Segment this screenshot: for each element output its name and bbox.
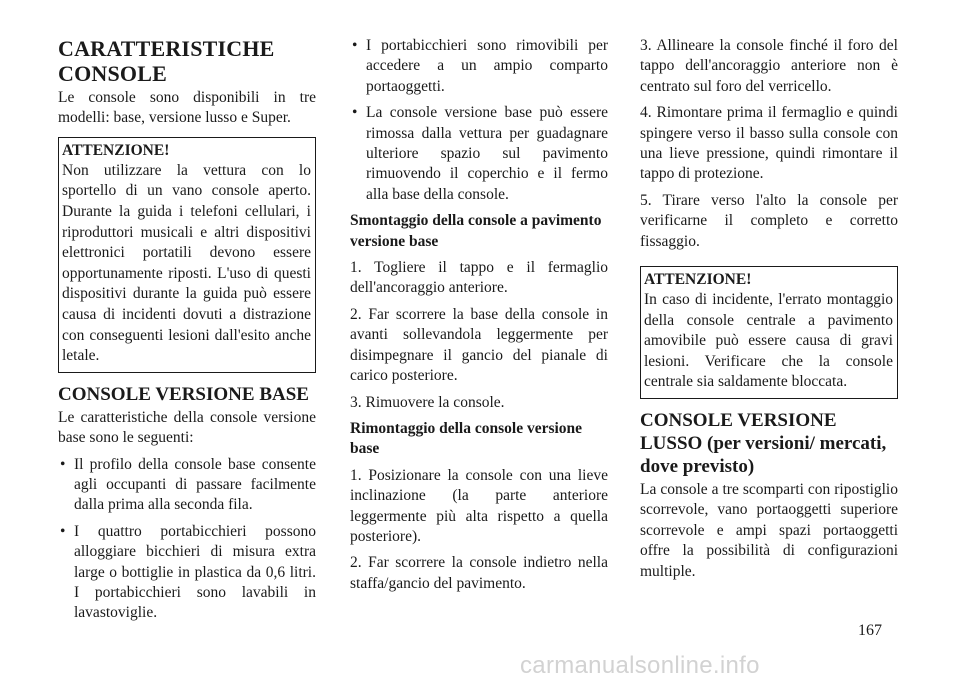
install-step-3: 3. Allineare la console finché il foro del tappo dell'ancoraggio anteriore non è centrato sul foro del verricello. bbox=[640, 37, 898, 95]
base-intro-paragraph: Le caratteristiche della console versione base sono le seguenti: bbox=[58, 408, 316, 447]
section-title-console-lusso: CONSOLE VERSIONE LUSSO (per versioni/ mercati, dove previsto) bbox=[640, 410, 887, 478]
bullet-icon: • bbox=[60, 455, 66, 473]
warning-box-1 bbox=[58, 137, 316, 373]
removal-step-3: 3. Rimuovere la console. bbox=[350, 393, 505, 411]
intro-paragraph: Le console sono disponibili in tre modelli: base, versione lusso e Super. bbox=[58, 89, 316, 127]
install-step-5: 5. Tirare verso l'alto la console per verificarne il completo e corretto fissaggio. bbox=[640, 191, 898, 250]
bullet-icon: • bbox=[352, 104, 358, 122]
removal-step-1: 1. Togliere il tappo e il fermaglio dell'ancoraggio anteriore. bbox=[350, 259, 608, 297]
warning-title-1: ATTENZIONE! bbox=[62, 141, 170, 159]
page-number: 167 bbox=[858, 622, 882, 639]
warning-title-2: ATTENZIONE! bbox=[644, 271, 752, 289]
column-left bbox=[58, 36, 316, 624]
section-title-console-base: CONSOLE VERSIONE BASE bbox=[58, 383, 309, 405]
list-item-profile bbox=[58, 455, 316, 516]
luxury-paragraph: La console a tre scomparti con ripostiglio scorrevole, vano portaoggetti superiore scorrevole e ampi spazi portaoggetti offre la possibilità di configurazioni multiple. bbox=[640, 481, 898, 580]
list-item-text: Il profilo della console base consente agli occupanti di passare facilmente dalla prima alla seconda fila. bbox=[74, 455, 316, 514]
list-item-removable-cupholders bbox=[350, 36, 608, 97]
warning-box-2 bbox=[640, 266, 898, 399]
list-item-removable-console bbox=[350, 103, 608, 205]
bullet-icon: • bbox=[352, 37, 358, 54]
column-middle bbox=[350, 36, 608, 594]
list-item-text: La console versione base può essere rimossa dalla vettura per guadagnare ulteriore spazio sul pavimento rimuovendo il coperchio e il fermo alla base della console. bbox=[366, 104, 608, 203]
column-right bbox=[640, 36, 898, 582]
removal-step-2: 2. Far scorrere la base della console in avanti sollevandola leggermente per disimpegnare il gancio del pianale di carico posteriore. bbox=[350, 305, 608, 385]
list-item-text: I portabicchieri sono rimovibili per accedere a un ampio comparto portaoggetti. bbox=[366, 37, 608, 95]
install-heading: Rimontaggio della console versione base bbox=[350, 419, 583, 458]
removal-heading: Smontaggio della console a pavimento versione base bbox=[350, 212, 602, 250]
list-item-text: I quattro portabicchieri possono alloggiare bicchieri di misura extra large o bottiglie in plastica da 0,6 litri. I portabicchieri sono lavabili in lavastoviglie. bbox=[74, 522, 316, 622]
list-item-cupholders bbox=[58, 522, 316, 624]
section-title-caratteristiche: CARATTERISTICHE CONSOLE bbox=[58, 36, 275, 86]
install-step-1: 1. Posizionare la console con una lieve inclinazione (la parte anteriore leggermente più alta rispetto a quella posteriore). bbox=[350, 466, 608, 545]
watermark: carmanualsonline.info bbox=[520, 652, 760, 679]
warning-text-2: In caso di incidente, l'errato montaggio della console centrale a pavimento amovibile può essere causa di gravi lesioni. Verificare che la console centrale sia saldamente bloccata. bbox=[644, 291, 893, 391]
bullet-icon: • bbox=[60, 522, 66, 540]
install-step-4: 4. Rimontare prima il fermaglio e quindi spingere verso il basso sulla console con una lieve pressione, quindi rimontare il tappo di protezione. bbox=[640, 104, 898, 183]
install-step-2: 2. Far scorrere la console indietro nella staffa/gancio del pavimento. bbox=[350, 554, 608, 592]
warning-text-1: Non utilizzare la vettura con lo sportello di un vano console aperto. Durante la guida i telefoni cellulari, i riproduttori musicali e altri dispositivi elettronici portatili devono essere opportunamente riposti. L'uso di questi dispositivi durante la guida può essere causa di incidenti dovuti a distrazione con conseguenti lesioni dall'esito anche letale. bbox=[62, 161, 311, 365]
